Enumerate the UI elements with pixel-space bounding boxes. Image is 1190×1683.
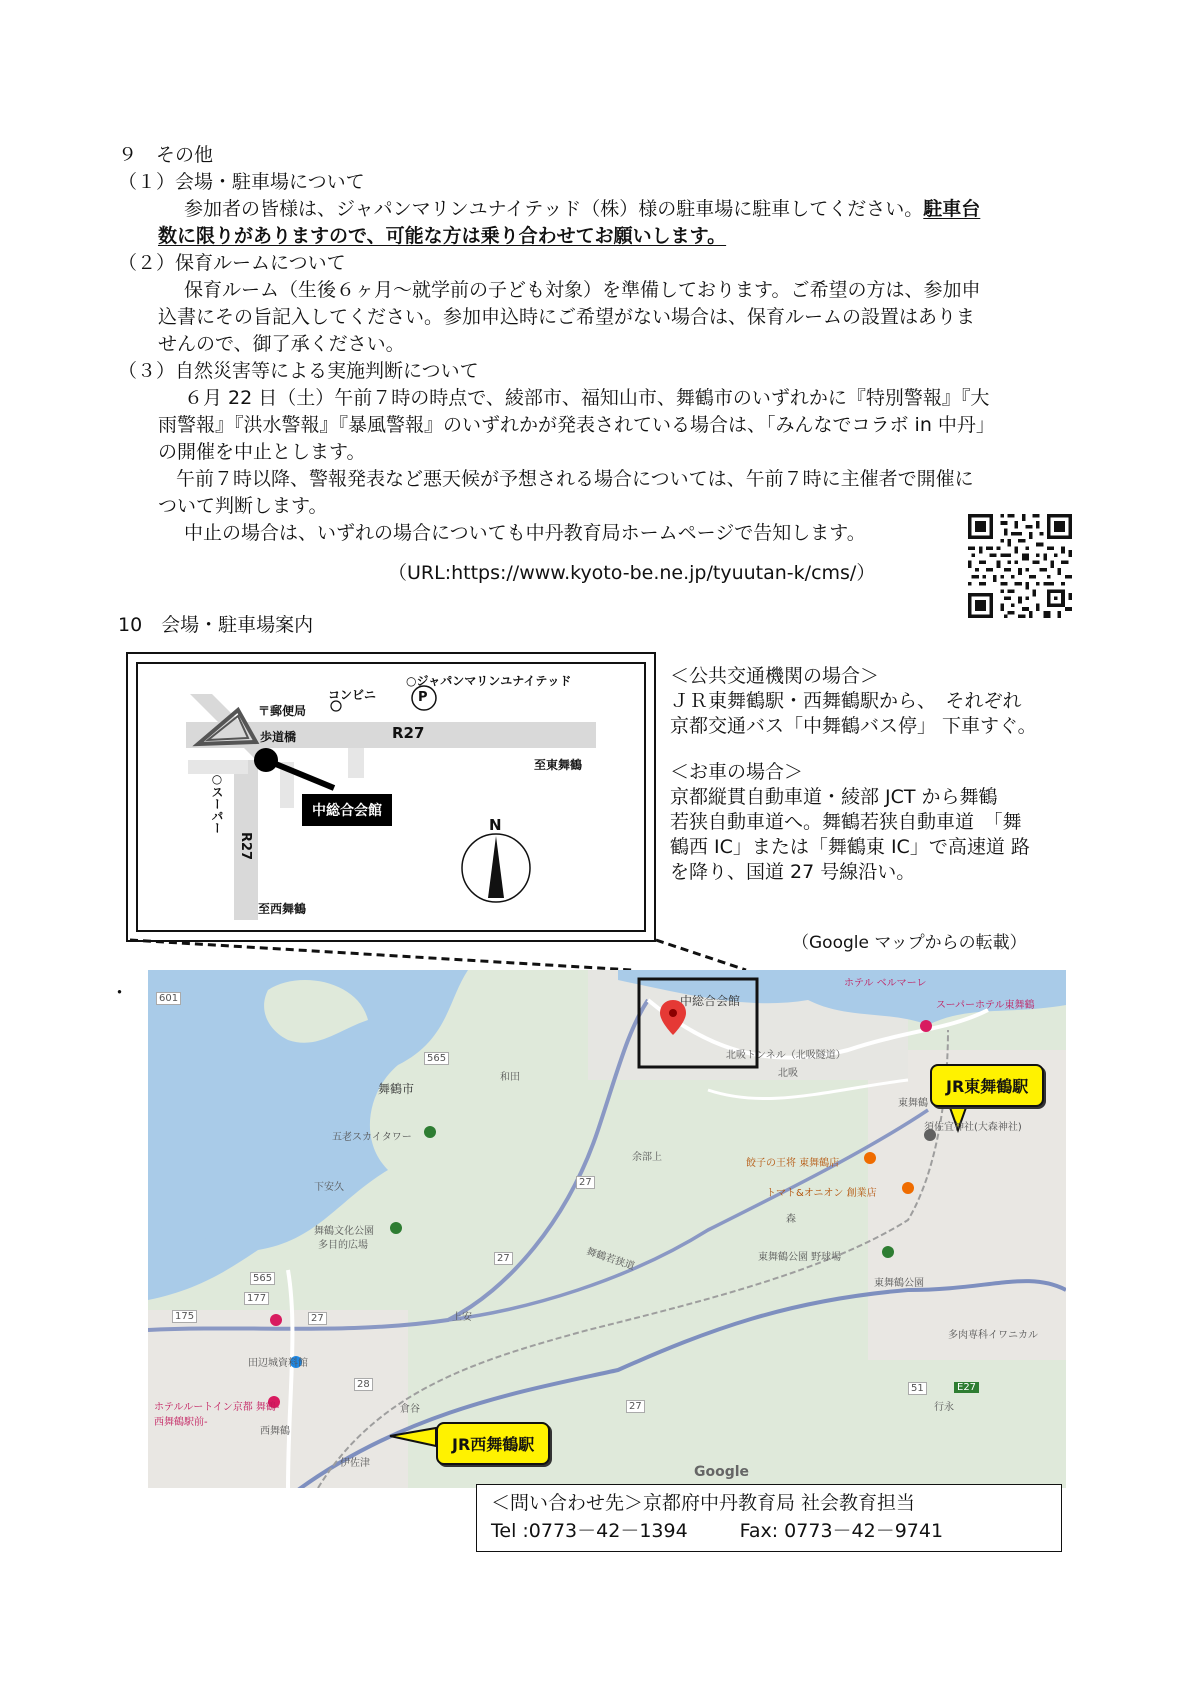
- ballpark-poi-icon[interactable]: [882, 1246, 894, 1258]
- label-goro: 五老スカイタワー: [332, 1132, 412, 1143]
- sub3-heading: （３）自然災害等による実施判断について: [118, 360, 479, 382]
- shield-27-b: 27: [308, 1312, 327, 1325]
- tomato-poi-icon[interactable]: [902, 1182, 914, 1194]
- label-hotel-route: ホテルルートイン京都 舞鶴-西舞鶴駅前-: [154, 1402, 280, 1428]
- callout-jr-west: JR西舞鶴駅: [436, 1422, 550, 1465]
- contact-tel[interactable]: Tel :0773－42－1394: [491, 1520, 688, 1542]
- shield-601: 601: [156, 992, 181, 1005]
- car-line4: を降り、国道 27 号線沿い。: [670, 861, 916, 883]
- section10-heading: 10 会場・駐車場案内: [118, 614, 314, 636]
- venue-dot: [254, 748, 278, 772]
- hotel-west-poi-icon[interactable]: [270, 1314, 282, 1326]
- shield-27-c: 27: [494, 1252, 513, 1265]
- label-footbridge: 歩道橋: [260, 730, 297, 744]
- contact-fax: Fax: 0773－42－9741: [739, 1520, 944, 1542]
- super-hotel-poi-icon[interactable]: [920, 1020, 932, 1032]
- label-nishimaizuru: 西舞鶴: [260, 1426, 290, 1437]
- schematic-map: [126, 652, 656, 942]
- sub2-line1: 保育ルーム（生後６ヶ月～就学前の子ども対象）を準備しております。ご希望の方は、参加申: [184, 279, 981, 301]
- label-to-west: 至西舞鶴: [258, 902, 307, 916]
- label-shimoyasuhisa: 下安久: [314, 1182, 344, 1193]
- label-tomato: トマト&オニオン 創業店: [766, 1188, 877, 1199]
- sub3-line1: ６月 22 日（土）午前７時の時点で、綾部市、福知山市、舞鶴市のいずれかに『特別警報』『大: [184, 387, 990, 409]
- label-taiiku: 多目的広場: [318, 1240, 368, 1251]
- label-to-east: 至東舞鶴: [534, 758, 583, 772]
- label-post-office: 〒郵便局: [258, 704, 307, 718]
- bunka-park-poi-icon[interactable]: [390, 1222, 402, 1234]
- google-logo: Google: [694, 1464, 750, 1480]
- car-heading: ＜お車の場合＞: [670, 761, 804, 783]
- label-kuratani: 倉谷: [400, 1404, 420, 1415]
- connector-right: [656, 940, 746, 970]
- shield-177: 177: [244, 1292, 269, 1305]
- label-supermarket: ○スーパー: [210, 772, 224, 834]
- sub2-heading: （２）保育ルームについて: [118, 252, 346, 274]
- qr-code-icon[interactable]: [968, 514, 1072, 618]
- label-kitasui: 北吸: [778, 1068, 798, 1079]
- label-venue: 中総合会館: [302, 794, 392, 826]
- sub1-line1-bold: 駐車台: [923, 198, 981, 220]
- sub3-line6: 中止の場合は、いずれの場合についても中丹教育局ホームページで告知します。: [184, 522, 866, 544]
- sub1-line2: 数に限りがありますので、可能な方は乗り合わせてお願いします。: [158, 225, 727, 247]
- connector-left: [130, 940, 632, 970]
- google-map[interactable]: [148, 970, 1066, 1488]
- map-source-note: （Google マップからの転載）: [792, 933, 1027, 953]
- label-maizuru-city: 舞鶴市: [378, 1082, 415, 1096]
- label-super-hotel: スーパーホテル東舞鶴: [936, 1000, 1035, 1011]
- label-gyoza: 餃子の王将 東舞鶴店: [746, 1158, 840, 1169]
- shield-51: 51: [908, 1382, 927, 1395]
- sub1-heading: （１）会場・駐車場について: [118, 171, 365, 193]
- label-bunka-park: 舞鶴文化公園: [314, 1226, 374, 1237]
- sub3-line3: の開催を中止とします。: [158, 441, 366, 463]
- label-kitasui-tunnel: 北吸トンネル（北吸隧道）: [726, 1050, 846, 1061]
- label-wada: 和田: [500, 1072, 520, 1083]
- label-r27-horizontal: R27: [392, 724, 425, 742]
- sub3-line4: 午前７時以降、警報発表など悪天候が予想される場合については、午前７時に主催者で開催に: [176, 468, 974, 490]
- label-higashimaizuru: 東舞鶴: [898, 1098, 928, 1109]
- road-side-stub: [348, 748, 364, 778]
- schematic-map-inner: [136, 662, 646, 932]
- gyoza-poi-icon[interactable]: [864, 1152, 876, 1164]
- homepage-url[interactable]: （URL:https://www.kyoto-be.ne.jp/tyuutan-k/cms/）: [388, 562, 876, 584]
- map-canvas: [148, 970, 1066, 1488]
- label-susa: 須佐宜神社(大森神社): [924, 1122, 1022, 1133]
- sub3-line2: 雨警報』『洪水警報』『暴風警報』のいずれかが発表されている場合は、「みんなでコラボ in 中丹」: [158, 414, 995, 436]
- label-hotel-belmare: ホテル ベルマーレ: [844, 978, 927, 989]
- shield-175: 175: [172, 1310, 197, 1323]
- section9-heading: ９ その他: [118, 144, 214, 166]
- public-line1: ＪＲ東舞鶴駅・西舞鶴駅から、 それぞれ: [670, 690, 1022, 712]
- shield-27-d: 27: [626, 1400, 645, 1413]
- label-clinic: 多肉専科イワニカル: [948, 1330, 1038, 1341]
- label-parking: P: [418, 690, 428, 705]
- sub1-line1: [184, 196, 980, 223]
- label-maizuru-wakasa: 舞鶴若狭道: [584, 1246, 636, 1273]
- public-line2: 京都交通バス「中舞鶴バス停」 下車すぐ。: [670, 715, 1037, 737]
- shield-565-a: 565: [424, 1052, 449, 1065]
- car-line2: 若狭自動車道へ。舞鶴若狭自動車道 「舞: [670, 811, 1022, 833]
- label-jmu: ○ジャパンマリンユナイテッド: [406, 674, 572, 688]
- bullet-dot: ・: [110, 982, 130, 1004]
- contact-line1: ＜問い合わせ先＞京都府中丹教育局 社会教育担当: [491, 1492, 916, 1514]
- sub2-line3: せんので、御了承ください。: [158, 333, 405, 355]
- contact-box: [476, 1484, 1062, 1552]
- contact-line2: [491, 1517, 1047, 1545]
- label-park: 東舞鶴公園: [874, 1278, 924, 1289]
- label-north: N: [489, 816, 502, 834]
- label-r27-vertical: R27: [238, 832, 253, 861]
- shield-565-b: 565: [250, 1272, 275, 1285]
- label-yukinaga: 行永: [934, 1402, 954, 1413]
- car-line1: 京都縦貫自動車道・綾部 JCT から舞鶴: [670, 786, 998, 808]
- label-tanabe: 田辺城資料館: [248, 1358, 308, 1369]
- sub3-line5: ついて判断します。: [158, 495, 328, 517]
- sub1-line1-plain: 参加者の皆様は、ジャパンマリンユナイテッド（株）様の駐車場に駐車してください。: [184, 198, 924, 220]
- label-convenience: コンビニ: [328, 688, 377, 702]
- shield-28: 28: [354, 1378, 373, 1391]
- goro-poi-icon[interactable]: [424, 1126, 436, 1138]
- label-yoshihara: 余部上: [632, 1152, 662, 1163]
- shield-27-a: 27: [576, 1176, 595, 1189]
- car-line3: 鶴西 IC」または「舞鶴東 IC」で高速道 路: [670, 836, 1030, 858]
- shield-e27: E27: [954, 1382, 979, 1393]
- label-ibatsu: 伊佐津: [340, 1458, 370, 1469]
- sub2-line2: 込書にその旨記入してください。参加申込時にご希望がない場合は、保育ルームの設置はありま: [158, 306, 976, 328]
- label-kamiyasu: 上安: [452, 1312, 472, 1323]
- public-heading: ＜公共交通機関の場合＞: [670, 665, 880, 687]
- label-ballpark: 東舞鶴公園 野球場: [758, 1252, 842, 1263]
- callout-jr-east: JR東舞鶴駅: [930, 1064, 1044, 1107]
- gmap-venue-label: 中総合会館: [680, 994, 741, 1008]
- label-mori: 森: [786, 1214, 796, 1225]
